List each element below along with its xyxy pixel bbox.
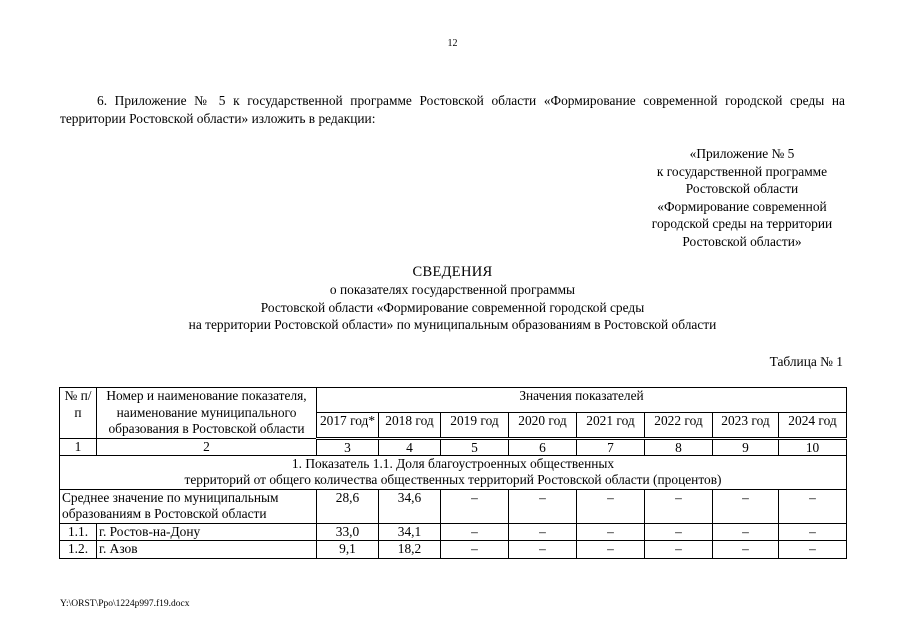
section-title-row — [60, 455, 847, 489]
section-title-line: территорий от общего количества общественных территорий Ростовской области (процентов) — [184, 472, 722, 487]
appendix-line: Ростовской области — [685, 181, 799, 197]
table-label: Таблица № 1 — [769, 354, 843, 369]
row-value: – — [577, 523, 645, 541]
section-title-line: 1. Показатель 1.1. Доля благоустроенных общественных — [291, 455, 615, 471]
row-value: – — [645, 489, 713, 523]
appendix-line: городской среды на территории — [651, 216, 833, 232]
title-line: о показателях государственной программы — [329, 282, 576, 298]
appendix-line: Ростовской области» — [682, 233, 802, 249]
row-name: г. Азов — [97, 541, 317, 559]
table-row — [60, 541, 847, 559]
numbering-cell: 5 — [441, 438, 509, 455]
row-value: – — [713, 489, 779, 523]
row-value: – — [509, 523, 577, 541]
row-value: – — [441, 541, 509, 559]
appendix-line: к государственной программе — [656, 163, 828, 179]
row-value: – — [645, 523, 713, 541]
row-value: – — [713, 541, 779, 559]
numbering-cell: 7 — [577, 438, 645, 455]
title-line: Ростовской области «Формирование современной городской среды — [260, 299, 645, 315]
table-row — [60, 489, 847, 523]
row-value: – — [577, 541, 645, 559]
title-heading: СВЕДЕНИЯ — [412, 264, 493, 280]
row-name: г. Ростов-на-Дону — [97, 523, 317, 541]
appendix-header — [637, 145, 847, 251]
header-values-group: Значения показателей — [317, 388, 847, 413]
row-no: 1.2. — [60, 541, 97, 559]
row-value: – — [779, 489, 847, 523]
section-title — [60, 455, 847, 489]
numbering-cell: 9 — [713, 438, 779, 455]
row-value: 18,2 — [379, 541, 441, 559]
row-value: 34,1 — [379, 523, 441, 541]
header-col-name: Номер и наименование показателя, наименование муниципального образования в Ростовской области — [97, 388, 317, 439]
numbering-cell: 4 — [379, 438, 441, 455]
page-number: 12 — [447, 38, 458, 49]
row-value: – — [779, 523, 847, 541]
table-row — [60, 523, 847, 541]
file-path-footer: Y:\ORST\Ppo\1224p997.f19.docx — [60, 599, 190, 609]
numbering-cell: 8 — [645, 438, 713, 455]
title-line: на территории Ростовской области» по муниципальным образованиям в Ростовской области — [188, 316, 717, 332]
row-name: Среднее значение по муниципальным образованиям в Ростовской области — [60, 489, 317, 523]
row-no: 1.1. — [60, 523, 97, 541]
header-year: 2018 год — [379, 412, 441, 438]
document-title — [60, 264, 845, 333]
row-value: – — [577, 489, 645, 523]
appendix-line: «Приложение № 5 — [689, 146, 795, 161]
header-year: 2021 год — [577, 412, 645, 438]
numbering-cell: 3 — [317, 438, 379, 455]
numbering-cell: 2 — [97, 438, 317, 455]
row-value: 9,1 — [317, 541, 379, 559]
appendix-line: «Формирование современной — [657, 198, 827, 214]
numbering-cell: 10 — [779, 438, 847, 455]
table-header-row — [60, 388, 847, 413]
intro-paragraph: 6. Приложение № 5 к государственной программе Ростовской области «Формирование современной городской среды на территории Ростовской области» изложить в редакции: — [60, 93, 845, 126]
table-numbering-row — [60, 438, 847, 455]
numbering-cell: 6 — [509, 438, 577, 455]
row-value: 28,6 — [317, 489, 379, 523]
row-value: 33,0 — [317, 523, 379, 541]
header-year: 2022 год — [645, 412, 713, 438]
row-value: – — [509, 541, 577, 559]
row-value: – — [645, 541, 713, 559]
row-value: – — [441, 489, 509, 523]
indicators-table — [59, 387, 847, 559]
row-value: – — [779, 541, 847, 559]
numbering-cell: 1 — [60, 438, 97, 455]
header-year: 2019 год — [441, 412, 509, 438]
row-value: – — [441, 523, 509, 541]
row-value: – — [509, 489, 577, 523]
row-value: 34,6 — [379, 489, 441, 523]
header-year: 2024 год — [779, 412, 847, 438]
header-year: 2017 год* — [317, 412, 379, 438]
header-year: 2020 год — [509, 412, 577, 438]
row-value: – — [713, 523, 779, 541]
header-col-no: № п/п — [60, 388, 97, 439]
header-year: 2023 год — [713, 412, 779, 438]
